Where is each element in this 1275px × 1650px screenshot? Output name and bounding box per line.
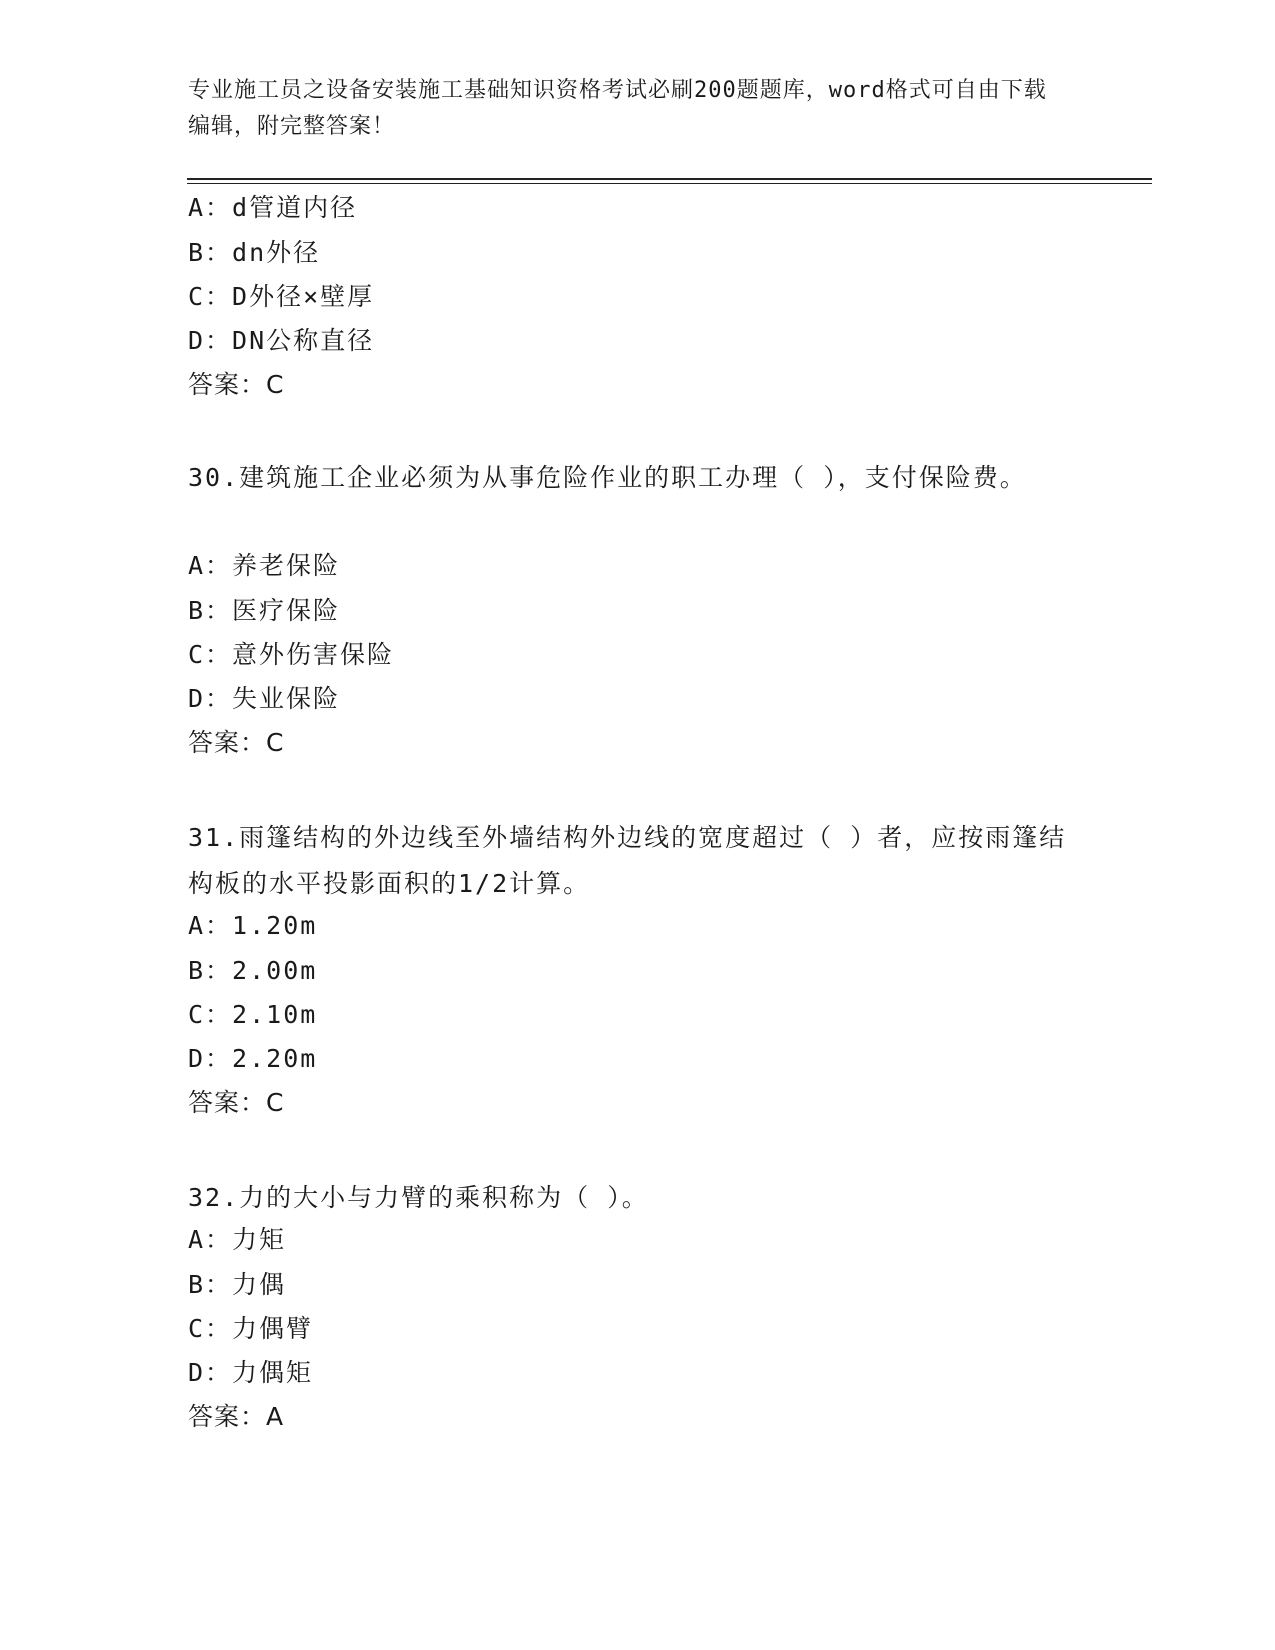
question-stem: 31.雨篷结构的外边线至外墙结构外边线的宽度超过（ ）者，应按雨篷结构板的水平投影面积的1/2计算。: [188, 823, 1067, 898]
document-header: 专业施工员之设备安装施工基础知识资格考试必刷200题题库，word格式可自由下载编辑，附完整答案！: [188, 78, 1047, 139]
option-b: B：力偶: [188, 1270, 287, 1299]
answer-line: 答案：C: [188, 370, 285, 399]
option-d: D：DN公称直径: [188, 326, 375, 355]
question-stem: 30.建筑施工企业必须为从事危险作业的职工办理（ ），支付保险费。: [188, 463, 1027, 492]
answer-line: 答案：C: [188, 728, 285, 757]
option-a: A：d管道内径: [188, 193, 358, 222]
header-rule-thick: [187, 178, 1152, 180]
option-a: A：力矩: [188, 1225, 287, 1254]
option-d: D：失业保险: [188, 684, 341, 713]
option-d: D：力偶矩: [188, 1358, 314, 1387]
option-a: A：养老保险: [188, 551, 341, 580]
option-c: C：D外径×壁厚: [188, 282, 375, 311]
option-c: C：力偶臂: [188, 1314, 314, 1343]
question-stem: 32.力的大小与力臂的乘积称为（ ）。: [188, 1183, 649, 1212]
option-c: C：意外伤害保险: [188, 640, 395, 669]
option-c: C：2.10m: [188, 1000, 318, 1029]
option-d: D：2.20m: [188, 1044, 318, 1073]
answer-line: 答案：C: [188, 1088, 285, 1117]
option-b: B：2.00m: [188, 956, 318, 985]
header-rule-thin: [187, 183, 1152, 184]
option-b: B：医疗保险: [188, 596, 341, 625]
option-b: B：dn外径: [188, 238, 321, 267]
answer-line: 答案：A: [188, 1402, 285, 1431]
option-a: A：1.20m: [188, 911, 318, 940]
